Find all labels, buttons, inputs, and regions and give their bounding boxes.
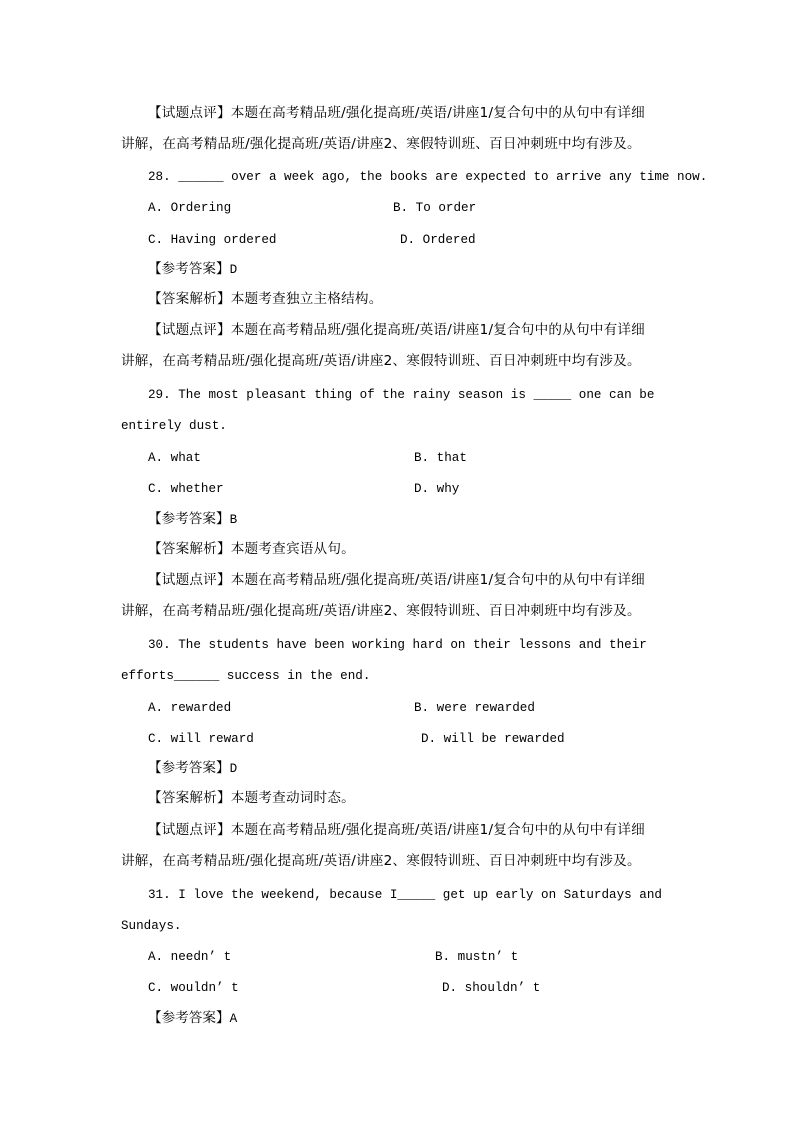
analysis-label: 【答案解析】 bbox=[148, 790, 231, 806]
option-c: C. wouldn’ t bbox=[148, 981, 239, 995]
question-stem-cont: entirely dust. bbox=[121, 419, 227, 433]
answer-label: 【参考答案】 bbox=[148, 511, 230, 527]
option-b: B. To order bbox=[393, 201, 477, 215]
answer-line bbox=[148, 1008, 237, 1028]
question-stem: ______ over a week ago, the books are expected to arrive any time now. bbox=[178, 170, 708, 184]
option-a: A. rewarded bbox=[148, 701, 232, 715]
option-c: C. whether bbox=[148, 482, 224, 496]
question-stem: The students have been working hard on their lessons and their bbox=[178, 638, 647, 652]
option-b: B. that bbox=[414, 451, 467, 465]
option-c: C. Having ordered bbox=[148, 233, 277, 247]
option-a: A. what bbox=[148, 451, 201, 465]
analysis-label: 【答案解析】 bbox=[148, 541, 231, 557]
analysis-line bbox=[148, 290, 383, 308]
question-31 bbox=[148, 886, 662, 904]
answer-label: 【参考答案】 bbox=[148, 760, 230, 776]
answer-label: 【参考答案】 bbox=[148, 261, 230, 277]
review-line: 【试题点评】本题在高考精品班/强化提高班/英语/讲座1/复合句中的从句中有详细 bbox=[148, 572, 645, 588]
question-stem-cont: efforts______ success in the end. bbox=[121, 669, 371, 683]
answer-value: A bbox=[229, 1012, 238, 1026]
option-d: D. why bbox=[414, 482, 460, 496]
review-line: 讲解，在高考精品班/强化提高班/英语/讲座2、寒假特训班、百日冲刺班中均有涉及。 bbox=[121, 853, 641, 869]
question-number: 29. bbox=[148, 388, 171, 402]
review-line: 讲解，在高考精品班/强化提高班/英语/讲座2、寒假特训班、百日冲刺班中均有涉及。 bbox=[121, 603, 641, 619]
question-30 bbox=[148, 636, 647, 654]
answer-line bbox=[148, 509, 237, 529]
question-29 bbox=[148, 386, 654, 404]
answer-line bbox=[148, 758, 237, 778]
analysis-line bbox=[148, 789, 355, 807]
option-b: B. mustn’ t bbox=[435, 950, 519, 964]
answer-value: B bbox=[229, 513, 238, 527]
analysis-line bbox=[148, 540, 355, 558]
question-28 bbox=[148, 168, 707, 186]
analysis-label: 【答案解析】 bbox=[148, 291, 231, 307]
review-line: 讲解，在高考精品班/强化提高班/英语/讲座2、寒假特训班、百日冲刺班中均有涉及。 bbox=[121, 353, 641, 369]
question-number: 28. bbox=[148, 170, 171, 184]
option-d: D. will be rewarded bbox=[421, 732, 565, 746]
answer-value: D bbox=[229, 263, 238, 277]
option-a: A. Ordering bbox=[148, 201, 232, 215]
review-line: 【试题点评】本题在高考精品班/强化提高班/英语/讲座1/复合句中的从句中有详细 bbox=[148, 322, 645, 338]
analysis-text: 本题考查宾语从句。 bbox=[230, 541, 355, 557]
review-line: 【试题点评】本题在高考精品班/强化提高班/英语/讲座1/复合句中的从句中有详细 bbox=[148, 822, 645, 838]
option-b: B. were rewarded bbox=[414, 701, 535, 715]
analysis-text: 本题考查独立主格结构。 bbox=[230, 291, 383, 307]
review-line: 讲解，在高考精品班/强化提高班/英语/讲座2、寒假特训班、百日冲刺班中均有涉及。 bbox=[121, 136, 641, 152]
question-stem-cont: Sundays. bbox=[121, 919, 182, 933]
question-number: 31. bbox=[148, 888, 171, 902]
option-a: A. needn’ t bbox=[148, 950, 232, 964]
analysis-text: 本题考查动词时态。 bbox=[230, 790, 355, 806]
answer-label: 【参考答案】 bbox=[148, 1010, 230, 1026]
question-number: 30. bbox=[148, 638, 171, 652]
question-stem: The most pleasant thing of the rainy season is _____ one can be bbox=[178, 388, 655, 402]
option-c: C. will reward bbox=[148, 732, 254, 746]
option-d: D. Ordered bbox=[400, 233, 476, 247]
question-stem: I love the weekend, because I_____ get up early on Saturdays and bbox=[178, 888, 662, 902]
option-d: D. shouldn’ t bbox=[442, 981, 541, 995]
answer-line bbox=[148, 259, 237, 279]
answer-value: D bbox=[229, 762, 238, 776]
review-line: 【试题点评】本题在高考精品班/强化提高班/英语/讲座1/复合句中的从句中有详细 bbox=[148, 105, 645, 121]
